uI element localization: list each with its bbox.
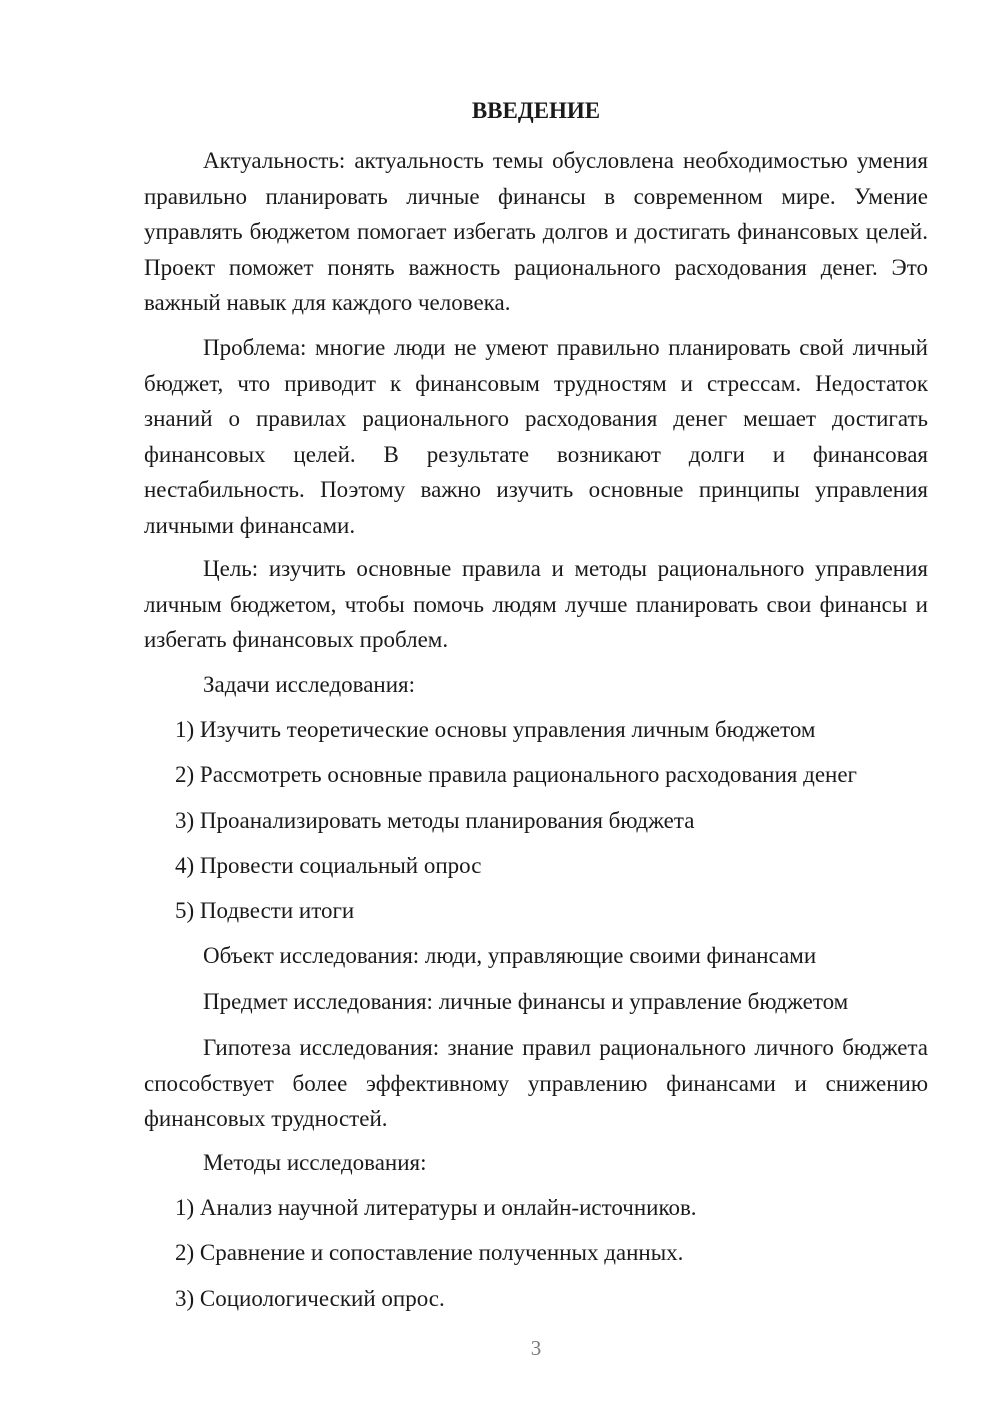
hypothesis-paragraph: Гипотеза исследования: знание правил рационального личного бюджета способствует более эффективному управлению финансами и снижению финансовых трудностей. <box>144 1035 928 1131</box>
problem-paragraph: Проблема: многие люди не умеют правильно планировать свой личный бюджет, что приводит к финансовым трудностям и стрессам. Недостаток знаний о правилах рационального расходования денег мешает достигать финансовых целей. В результате возникают долги и финансовая нестабильность. Поэтому важно изучить основные принципы управления личными финансами. <box>144 335 928 538</box>
page-number: 3 <box>530 1336 542 1360</box>
task-item: 2) Рассмотреть основные правила рационального расходования денег <box>175 762 857 787</box>
method-item: 1) Анализ научной литературы и онлайн-источников. <box>175 1195 697 1220</box>
task-item: 3) Проанализировать методы планирования бюджета <box>175 808 695 833</box>
research-subject: Предмет исследования: личные финансы и управление бюджетом <box>203 989 849 1014</box>
goal-paragraph: Цель: изучить основные правила и методы рационального управления личным бюджетом, чтобы помочь людям лучше планировать свои финансы и избегать финансовых проблем. <box>144 556 928 652</box>
relevance-paragraph: Актуальность: актуальность темы обусловлена необходимостью умения правильно планировать личные финансы в современном мире. Умение управлять бюджетом помогает избегать долгов и достигать финансовых целей. Проект поможет понять важность рационального расходования денег. Это важный навык для каждого человека. <box>144 148 928 315</box>
page-title: ВВЕДЕНИЕ <box>471 98 601 123</box>
method-item: 2) Сравнение и сопоставление полученных данных. <box>175 1240 684 1265</box>
research-object: Объект исследования: люди, управляющие своими финансами <box>203 943 817 968</box>
method-item: 3) Социологический опрос. <box>175 1286 445 1311</box>
task-item: 4) Провести социальный опрос <box>175 853 482 878</box>
methods-heading: Методы исследования: <box>203 1150 427 1175</box>
tasks-heading: Задачи исследования: <box>203 672 416 697</box>
task-item: 5) Подвести итоги <box>175 898 355 923</box>
task-item: 1) Изучить теоретические основы управления личным бюджетом <box>175 717 816 742</box>
